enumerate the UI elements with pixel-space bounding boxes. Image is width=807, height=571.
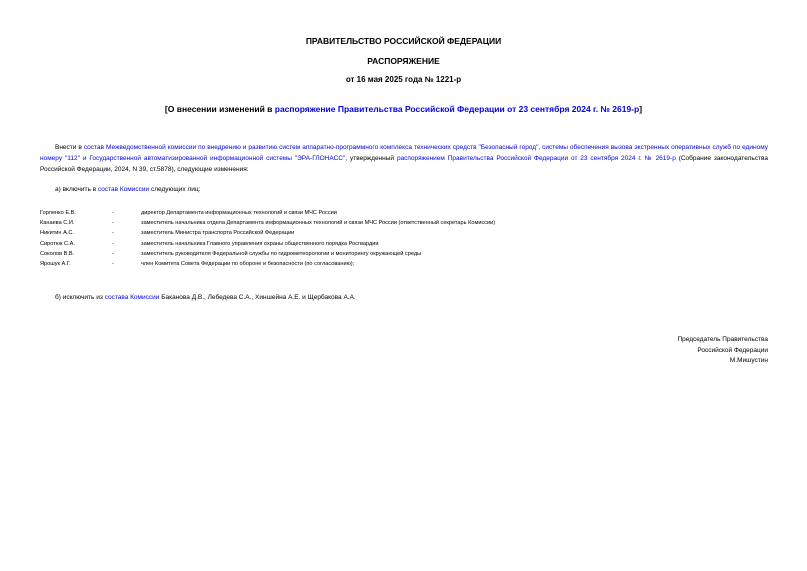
signature-block — [677, 335, 768, 367]
item-a-commission-link[interactable]: состав Комиссии — [97, 186, 150, 193]
member-dash: - — [112, 240, 114, 247]
item-a-prefix: а) включить в — [55, 186, 98, 193]
member-name: Сиротюк С.А. — [40, 240, 75, 247]
members-list — [40, 208, 495, 269]
document-title — [0, 104, 807, 114]
member-row — [40, 228, 495, 238]
item-b — [55, 294, 356, 301]
signature-line-2: Российской Федерации — [697, 346, 768, 354]
intro-text-2: , утвержденный — [345, 155, 397, 162]
item-a — [55, 186, 200, 193]
title-referenced-order-link[interactable]: распоряжение Правительства Российской Федерации от 23 сентября 2024 г. № 2619-р — [274, 104, 640, 114]
member-dash: - — [112, 210, 114, 216]
member-row — [40, 218, 495, 228]
member-dash: - — [112, 230, 114, 237]
member-name: Никитин А.С. — [40, 230, 74, 237]
member-row — [40, 249, 495, 259]
member-name: Соколов В.В. — [40, 250, 75, 257]
item-b-prefix: б) исключить из — [55, 294, 105, 301]
member-row — [40, 239, 495, 249]
title-prefix: [О внесении изменений в — [164, 104, 275, 114]
order-2619-link[interactable]: распоряжением Правительства Российской Федерации от 23 сентября 2024 г. № 2619-р — [396, 155, 676, 162]
commission-composition-link[interactable]: состав Межведомственной комиссии по внедрению и развитию систем аппаратно-программного комплекса технических средств "Безопасный город", системы обеспечения вызова экстренных оперативных служб по единому номеру "112" и Государственной автоматизированной информационной системы "ЭРА-ГЛОНАСС" — [40, 144, 768, 162]
intro-text-3: (Собрание законодательства Российской Федерации, 2024, N 39, ст.5878), следующие изменения: — [40, 155, 768, 173]
member-position: заместитель начальника Главного управления охраны общественного порядка Росгвардии — [141, 240, 379, 247]
document-date-number: от 16 мая 2025 года № 1221-р — [345, 75, 462, 84]
member-dash: - — [112, 220, 114, 227]
member-dash: - — [112, 261, 114, 268]
intro-text-1: Внести в — [55, 144, 84, 151]
member-position: директор Департамента информационных технологий и связи МЧС России — [141, 210, 337, 216]
signature-name: М.Мишустин — [729, 357, 768, 364]
item-b-suffix: Баканова Д.В., Лебедева С.А., Хиншейна А.Е. и Щербакова А.А. — [159, 294, 356, 301]
member-row — [40, 259, 495, 269]
member-row — [40, 208, 495, 218]
member-position: заместитель начальника отдела Департамента информационных технологий и связи МЧС России (ответственный секретарь Комиссии) — [141, 220, 496, 227]
item-b-commission-link[interactable]: состава Комиссии — [104, 294, 160, 301]
member-position: заместитель Министра транспорта Российской Федерации — [141, 230, 295, 237]
item-a-suffix: следующих лиц: — [149, 186, 201, 193]
intro-paragraph — [40, 142, 768, 175]
member-name: Ярошук А.Г. — [40, 261, 71, 268]
member-position: член Комитета Совета Федерации по обороне и безопасности (по согласованию); — [141, 261, 355, 268]
signature-line-1: Председатель Правительства — [677, 336, 768, 343]
government-heading: ПРАВИТЕЛЬСТВО РОССИЙСКОЙ ФЕДЕРАЦИИ — [305, 36, 502, 46]
document-type-heading: РАСПОРЯЖЕНИЕ — [367, 56, 440, 66]
member-name: Канаева С.И. — [40, 220, 75, 227]
member-name: Горленко Е.В. — [40, 210, 76, 216]
title-suffix: ] — [639, 104, 643, 114]
member-dash: - — [112, 250, 114, 257]
member-position: заместитель руководителя Федеральной службы по гидрометеорологии и мониторингу окружающей среды — [141, 250, 422, 257]
